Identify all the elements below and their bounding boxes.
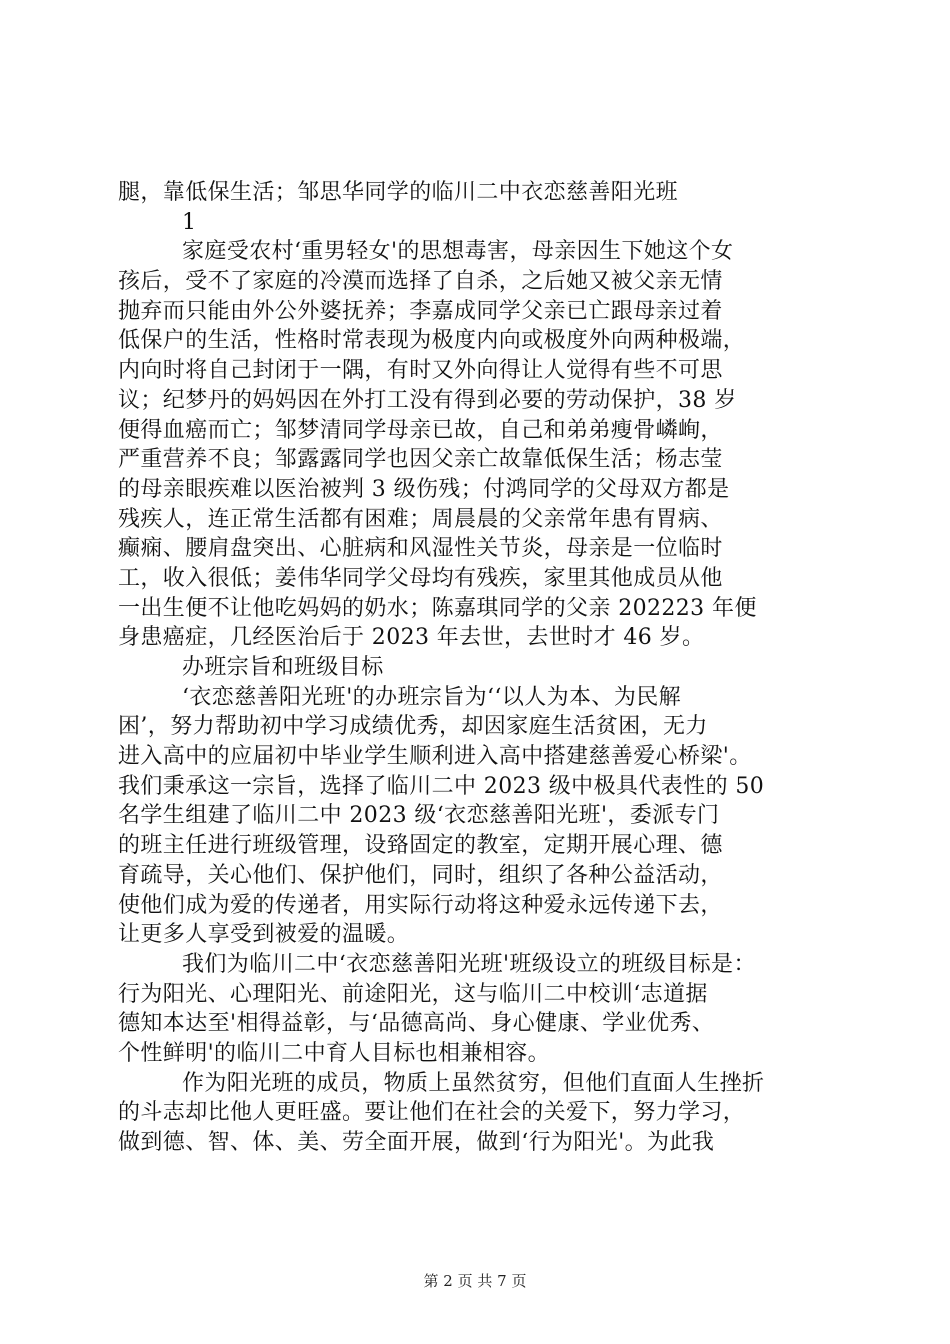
text-line: 办班宗旨和班级目标 — [182, 655, 384, 680]
text-line: 名学生组建了临川二中 2023 级‘衣恋慈善阳光班'，委派专门 — [118, 803, 720, 829]
text-line: 孩后，受不了家庭的冷漠而选择了自杀，之后她又被父亲无情 — [118, 269, 723, 295]
text-line: 德知本达至'相得益彰，与‘品德高尚、身心健康、学业优秀、 — [118, 1011, 715, 1037]
text-line: 腿，靠低保生活；邹思华同学的临川二中衣恋慈善阳光班 — [118, 180, 679, 205]
text-line: 我们为临川二中‘衣恋慈善阳光班'班级设立的班级目标是： — [182, 951, 756, 977]
text-line: 做到德、智、体、美、劳全面开展，做到‘行为阳光'。为此我 — [118, 1130, 715, 1155]
text-line: 使他们成为爱的传递者，用实际行动将这种爱永远传递下去， — [118, 892, 723, 918]
text-line: 作为阳光班的成员，物质上虽然贫穷，但他们直面人生挫折 — [182, 1070, 765, 1096]
text-line: 低保户的生活，性格时常表现为极度内向或极度外向两种极端， — [118, 328, 746, 354]
text-line: 抛弃而只能由外公外婆抚养；李嘉成同学父亲已亡跟母亲过着 — [118, 298, 723, 324]
document-body — [118, 178, 838, 1158]
text-line: 我们秉承这一宗旨，选择了临川二中 2023 级中极具代表性的 50 — [118, 773, 765, 799]
text-line: 让更多人享受到被爱的温暖。 — [118, 922, 410, 948]
text-line: 的班主任进行班级管理，设臵固定的教室，定期开展心理、德 — [118, 833, 723, 859]
text-line: 工，收入很低；姜伟华同学父母均有残疾，家里其他成员从他 — [118, 565, 723, 591]
text-line: 家庭受农村‘重男轻女'的思想毒害，母亲因生下她这个女 — [182, 239, 734, 265]
text-line: 行为阳光、心理阳光、前途阳光，这与临川二中校训‘志道据 — [118, 981, 708, 1007]
text-line: 的母亲眼疾难以医治被判 3 级伤残；付鸿同学的父母双方都是 — [118, 476, 730, 502]
text-line: 进入高中的应届初中毕业学生顺利进入高中搭建慈善爱心桥梁'。 — [118, 744, 752, 770]
text-line: 的斗志却比他人更旺盛。要让他们在社会的关爱下，努力学习， — [118, 1100, 746, 1126]
text-line: 育疏导，关心他们、保护他们，同时，组织了各种公益活动， — [118, 862, 723, 888]
text-line: 议；纪梦丹的妈妈因在外打工没有得到必要的劳动保护，38 岁 — [118, 387, 737, 413]
text-line: 癫痫、腰肩盘突出、心脏病和风湿性关节炎，母亲是一位临时 — [118, 536, 723, 562]
text-line: 身患癌症，几经医治后于 2023 年去世，去世时才 46 岁。 — [118, 625, 705, 651]
text-line: 困’，努力帮助初中学习成绩优秀，却因家庭生活贫困，无力 — [118, 714, 708, 740]
text-line: 个性鲜明'的临川二中育人目标也相兼相容。 — [118, 1040, 551, 1066]
text-line: 内向时将自己封闭于一隅，有时又外向得让人觉得有些不可思 — [118, 358, 723, 384]
text-line: 一出生便不让他吃妈妈的奶水；陈嘉琪同学的父亲 202223 年便 — [118, 595, 757, 621]
page-footer: 第 2 页 共 7 页 — [423, 1272, 527, 1290]
text-line: ‘衣恋慈善阳光班'的办班宗旨为‘‘以人为本、为民解 — [182, 684, 682, 710]
text-line: 1 — [182, 209, 197, 235]
text-line: 残疾人，连正常生活都有困难；周晨晨的父亲常年患有胃病、 — [118, 506, 723, 532]
text-line: 便得血癌而亡；邹梦清同学母亲已故，自己和弟弟瘦骨嶙峋， — [118, 417, 723, 443]
text-line: 严重营养不良；邹露露同学也因父亲亡故靠低保生活；杨志莹 — [118, 447, 723, 473]
